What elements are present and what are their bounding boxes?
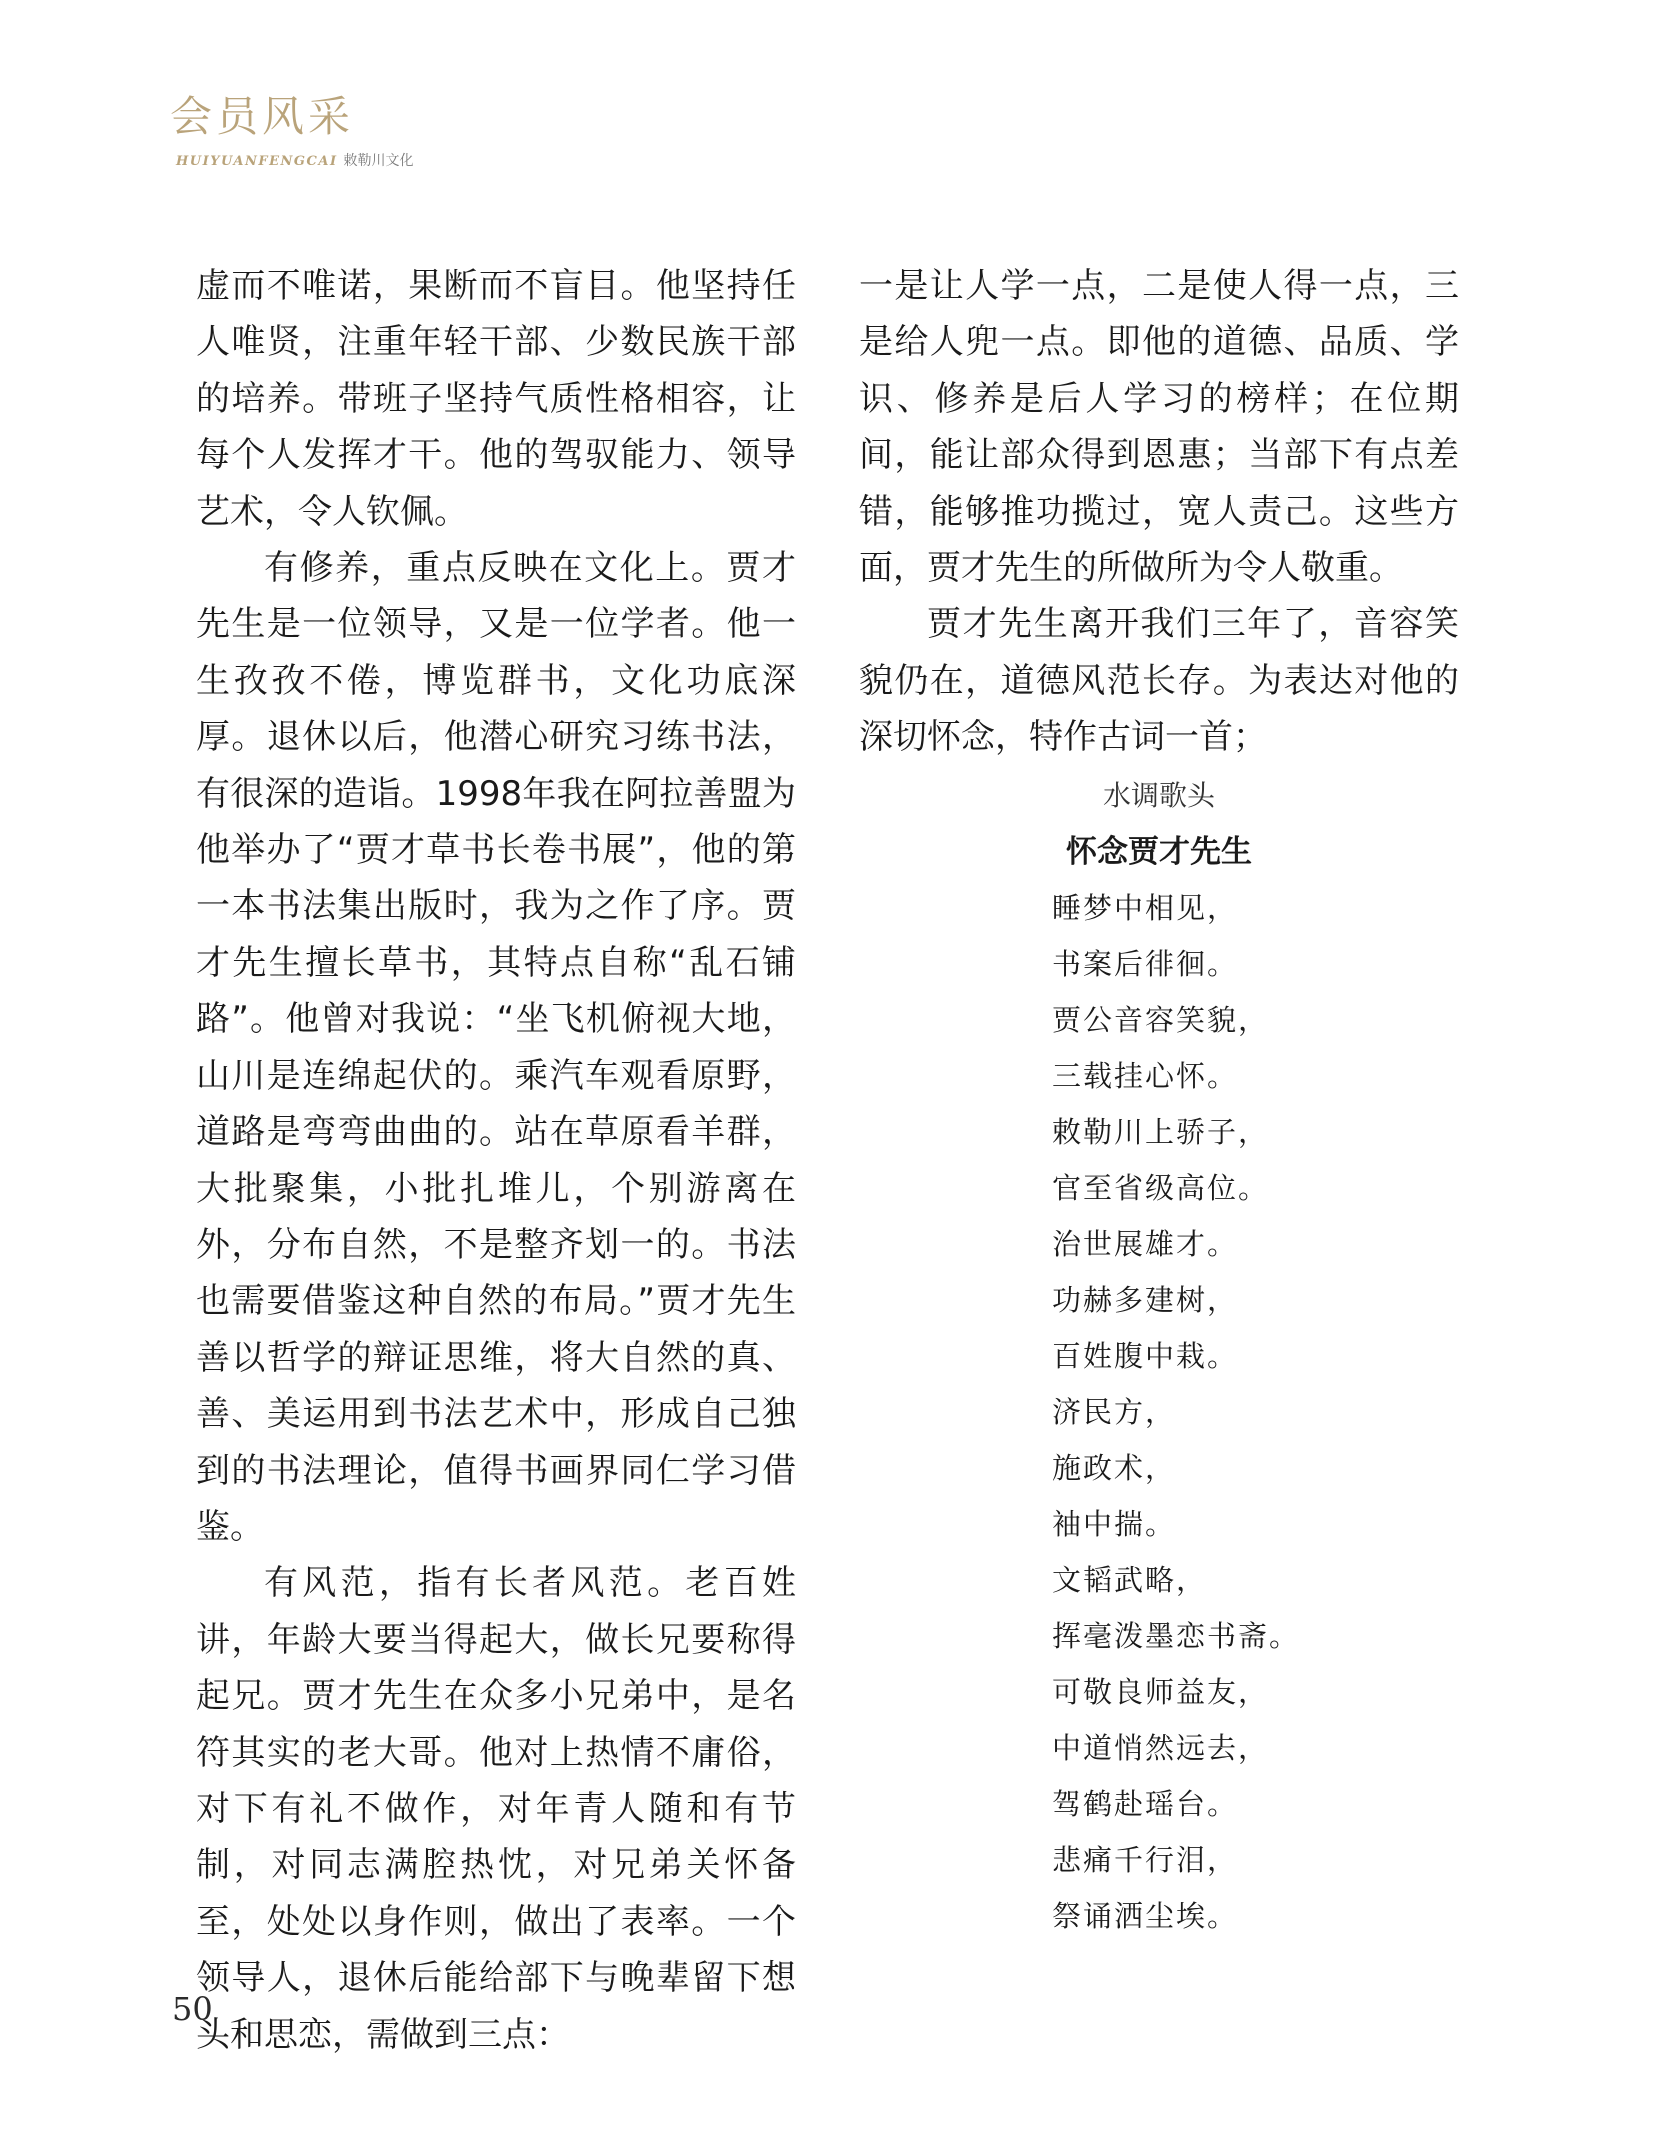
poem-lines [1052,880,1459,1944]
paragraph: 有修养，重点反映在文化上。贾才先生是一位领导，又是一位学者。他一生孜孜不倦，博览群书，文化功底深厚。退休以后，他潜心研究习练书法，有很深的造诣。1998年我在阿拉善盟为他举办了“贾才草书长卷书展”，他的第一本书法集出版时，我为之作了序。贾才先生擅长草书，其特点自称“乱石铺路”。他曾对我说：“坐飞机俯视大地，山川是连绵起伏的。乘汽车观看原野，道路是弯弯曲曲的。站在草原看羊群，大批聚集，小批扎堆儿，个别游离在外，分布自然，不是整齐划一的。书法也需要借鉴这种自然的布局。”贾才先生善以哲学的辩证思维，将大自然的真、善、美运用到书法艺术中，形成自己独到的书法理论，值得书画界同仁学习借鉴。 [196,548,796,1547]
poem-line: 贾公音容笑貌， [1052,1002,1270,1037]
section-pinyin: HUIYUANFENGCAI [176,154,338,169]
paragraph: 贾才先生离开我们三年了，音容笑貌仍在，道德风范长存。为表达对他的深切怀念，特作古词一首； [859,604,1459,758]
header-subtitle [176,152,414,168]
poem-line: 驾鹤赴瑶台。 [1052,1786,1239,1821]
poem-line: 治世展雄才。 [1052,1226,1239,1261]
poem-line: 祭诵洒尘埃。 [1052,1898,1239,1933]
poem-line: 济民方， [1052,1394,1177,1429]
page-header [170,92,670,176]
page-number: 50 [172,1990,213,2028]
magazine-name: 敕勒川文化 [343,153,414,169]
right-column [859,258,1459,1944]
paragraph: 虚而不唯诺，果断而不盲目。他坚持任人唯贤，注重年轻干部、少数民族干部的培养。带班子坚持气质性格相容，让每个人发挥才干。他的驾驭能力、领导艺术，令人钦佩。 [196,266,796,532]
poem-line: 官至省级高位。 [1052,1170,1270,1205]
poem-line: 中道悄然远去， [1052,1730,1270,1765]
poem-line: 文韬武略， [1052,1562,1208,1597]
poem-line: 敕勒川上骄子， [1052,1114,1270,1149]
poem-line: 挥毫泼墨恋书斋。 [1052,1618,1301,1653]
left-column [196,258,796,2063]
poem-line: 悲痛千行泪， [1052,1842,1239,1877]
poem-line: 睡梦中相见， [1052,890,1239,925]
poem-line: 百姓腹中栽。 [1052,1338,1239,1373]
poem [859,768,1459,1944]
poem-line: 功赫多建树， [1052,1282,1239,1317]
paragraph: 有风范，指有长者风范。老百姓讲，年龄大要当得起大，做长兄要称得起兄。贾才先生在众多小兄弟中，是名符其实的老大哥。他对上热情不庸俗，对下有礼不做作，对年青人随和有节制，对同志满腔热忱，对兄弟关怀备至，处处以身作则，做出了表率。一个领导人，退休后能给部下与晚辈留下想头和思恋，需做到三点： [196,1563,796,2055]
poem-line: 三载挂心怀。 [1052,1058,1239,1093]
poem-title: 怀念贾才先生 [1066,833,1252,870]
section-title: 会员风采 [170,92,355,141]
paragraph: 一是让人学一点，二是使人得一点，三是给人兜一点。即他的道德、品质、学识、修养是后人学习的榜样；在位期间，能让部众得到恩惠；当部下有点差错，能够推功揽过，宽人责己。这些方面，贾才先生的所做所为令人敬重。 [859,266,1459,589]
poem-line: 书案后徘徊。 [1052,946,1239,981]
poem-line: 施政术， [1052,1450,1177,1485]
poem-line: 袖中揣。 [1052,1506,1177,1541]
poem-line: 可敬良师益友， [1052,1674,1270,1709]
poem-tune: 水调歌头 [1102,778,1215,812]
